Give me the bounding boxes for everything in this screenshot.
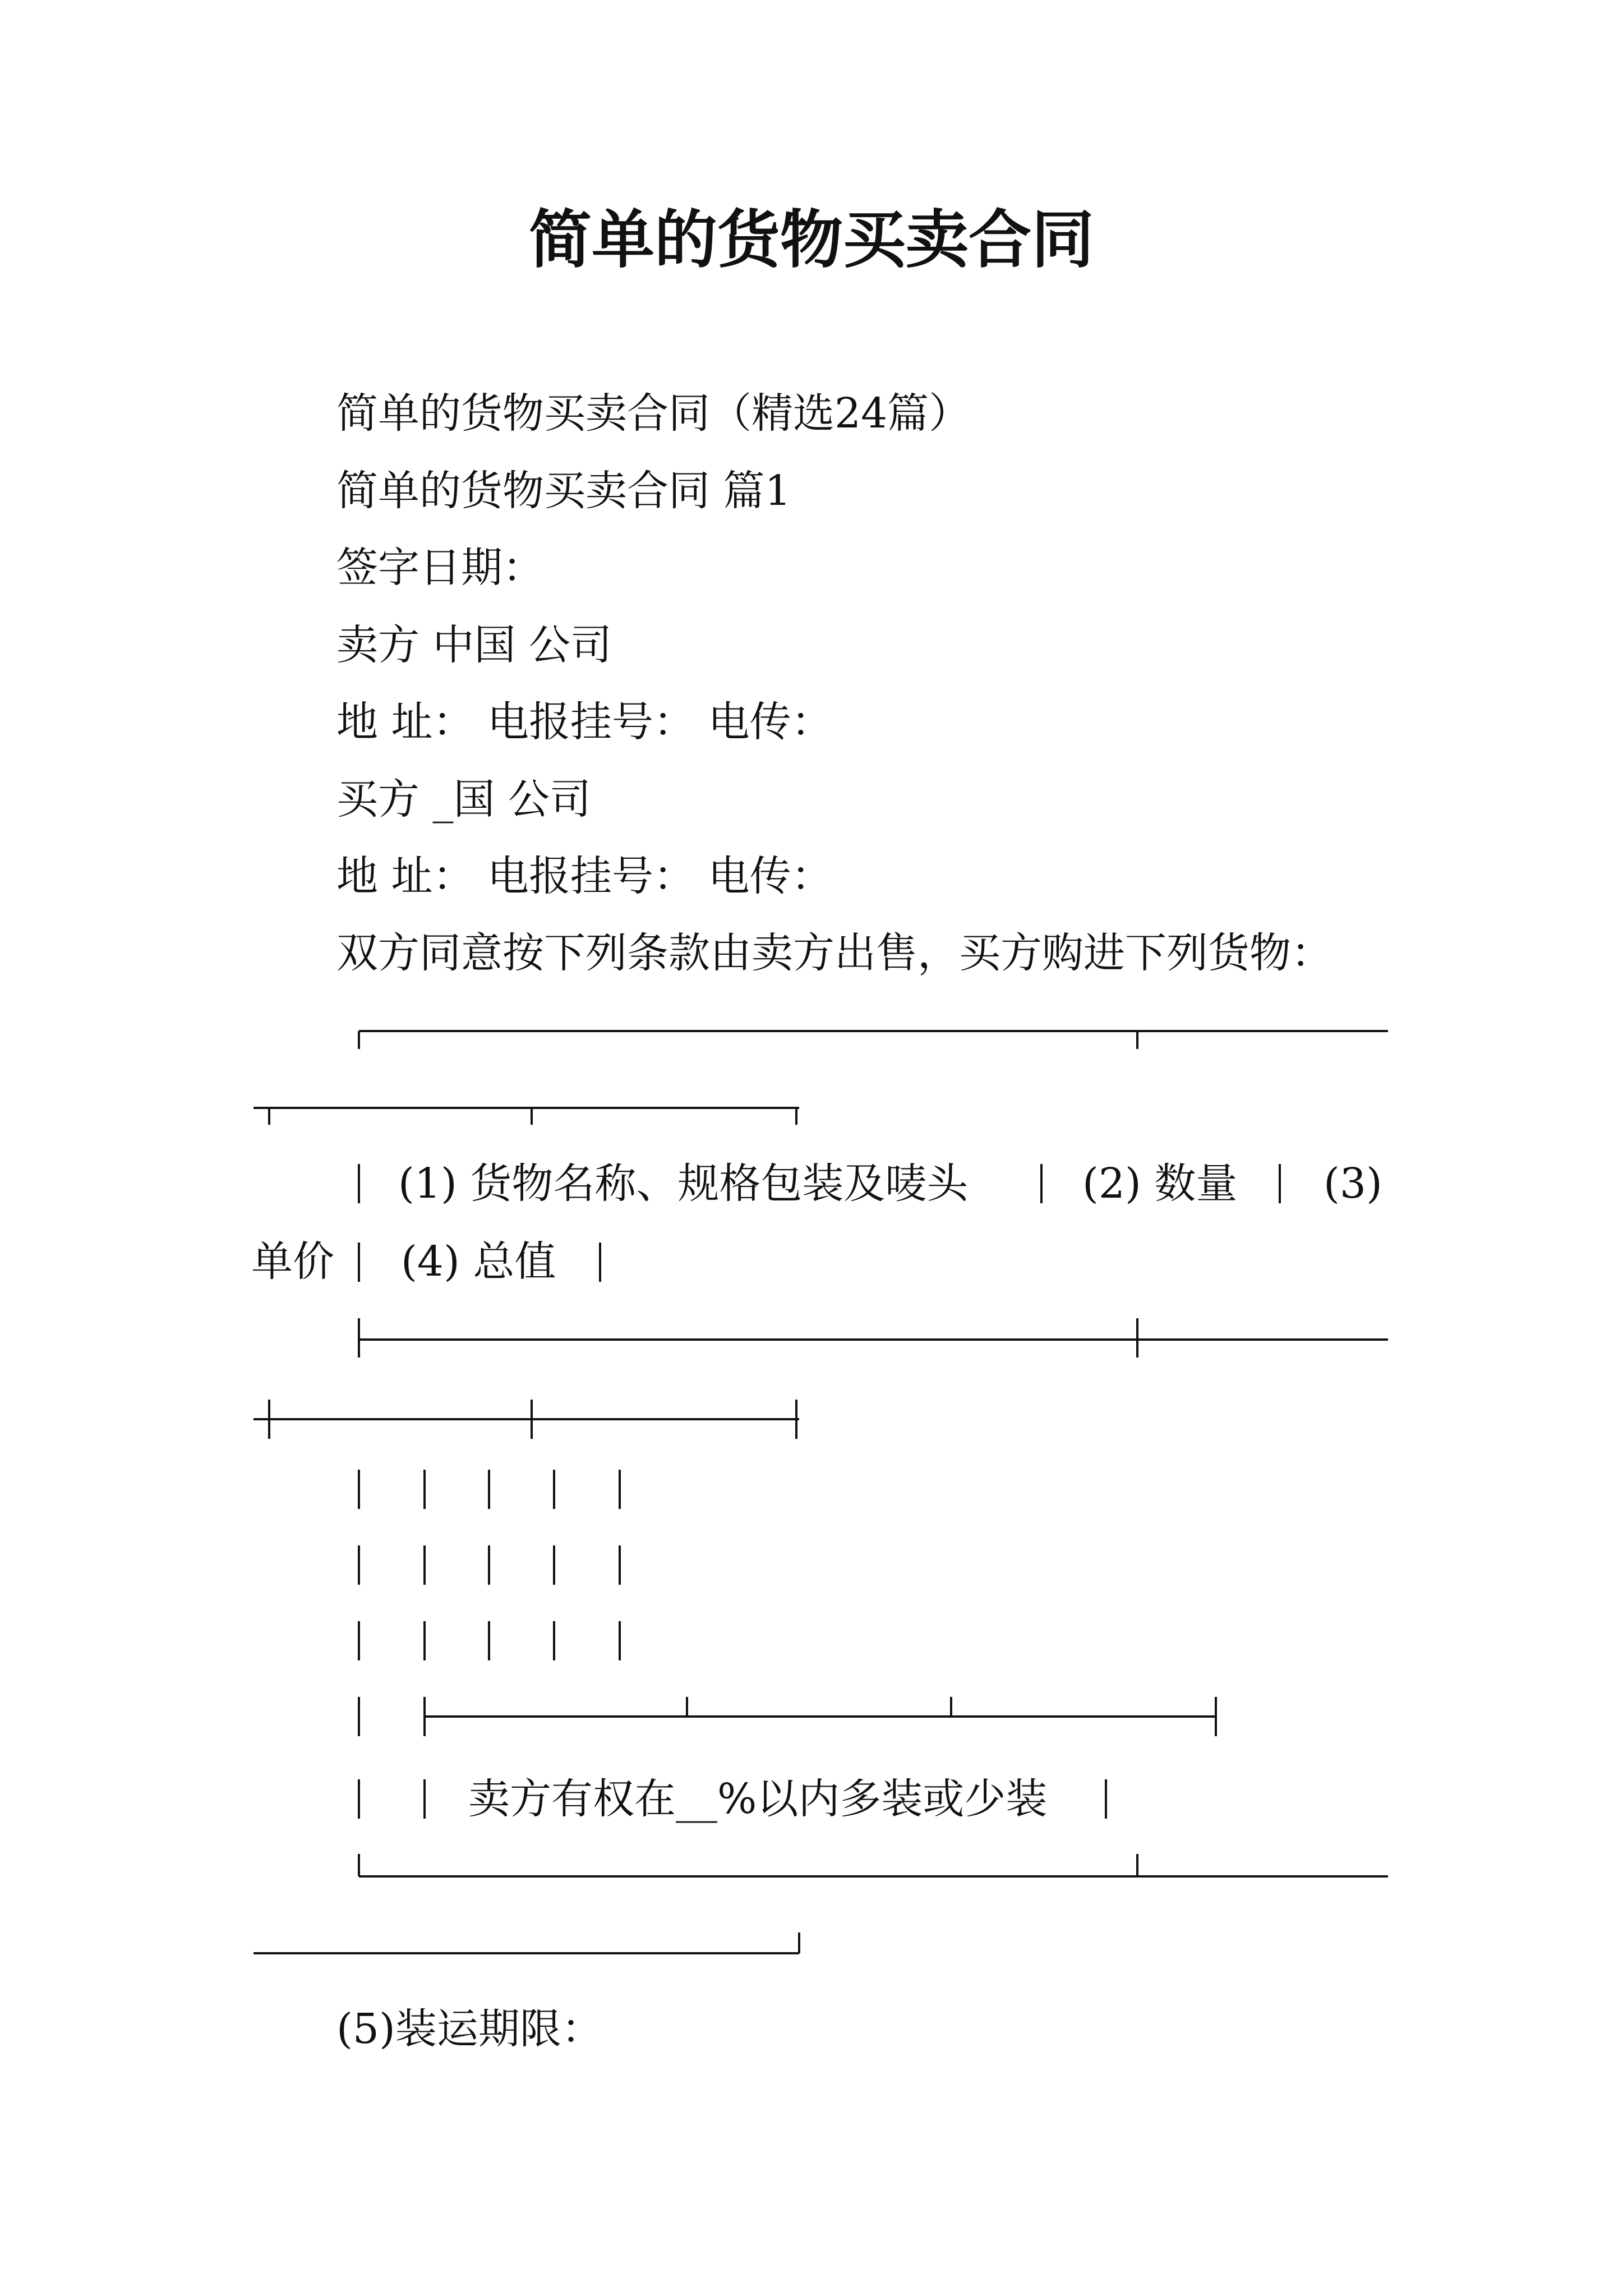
table-header-total: (4) 总值 xyxy=(401,1237,556,1286)
agreement-line: 双方同意按下列条款由卖方出售，买方购进下列货物： xyxy=(336,929,1332,977)
sign-date-line: 签字日期： xyxy=(336,544,544,592)
document-title: 简单的货物买卖合同 xyxy=(529,203,1094,277)
table-header-price-label: 单价 xyxy=(251,1237,334,1286)
shipment-period-line: (5)装运期限： xyxy=(336,2005,603,2053)
buyer-address-line: 地 址： 电报挂号： 电传： xyxy=(336,852,833,900)
tolerance-note: 卖方有权在__%以内多装或少装 xyxy=(468,1775,1048,1823)
table-header-price-number: (3) xyxy=(1324,1159,1382,1208)
table-header-quantity: (2) 数量 xyxy=(1082,1159,1238,1208)
section-heading: 简单的货物买卖合同 篇1 xyxy=(336,467,791,515)
buyer-line: 买方 _国 公司 xyxy=(336,775,592,823)
table-header-goods: (1) 货物名称、规格包装及唛头 xyxy=(398,1159,969,1208)
seller-address-line: 地 址： 电报挂号： 电传： xyxy=(336,698,833,746)
document-subtitle: 简单的货物买卖合同（精选24篇） xyxy=(336,389,971,438)
seller-line: 卖方 中国 公司 xyxy=(336,621,612,669)
